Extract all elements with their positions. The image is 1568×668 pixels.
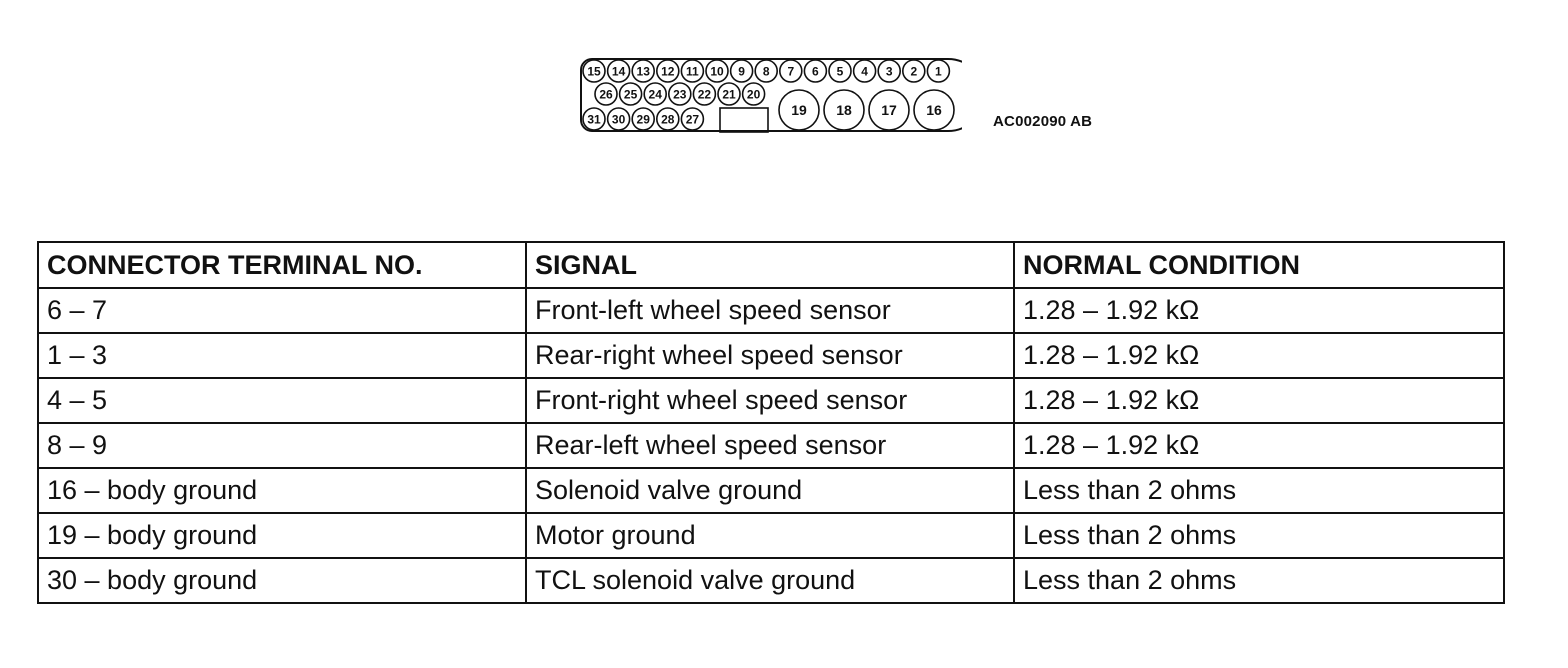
pin-27 [681,108,703,130]
pin-label: 1 [935,64,942,79]
pin-10 [706,60,728,82]
pin-label: 7 [787,64,795,79]
pin-16 [914,90,954,130]
condition-cell: 1.28 – 1.92 kΩ [1014,378,1504,423]
pin-label: 5 [836,64,844,79]
table-header-row [38,242,1504,288]
pin-label: 12 [661,64,675,79]
pin-label: 6 [812,64,819,79]
table-row [38,468,1504,513]
condition-cell: 1.28 – 1.92 kΩ [1014,423,1504,468]
terminal-cell: 16 – body ground [38,468,526,513]
pin-label: 26 [599,87,613,102]
diagram-code: AC002090 AB [993,113,1093,130]
pin-26 [595,83,617,105]
pin-21 [718,83,740,105]
pin-label: 4 [861,64,868,79]
pin-29 [632,108,654,130]
pin-label: 24 [648,87,662,102]
pin-31 [583,108,605,130]
pin-label: 13 [636,64,650,79]
pin-17 [869,90,909,130]
pin-25 [620,83,642,105]
table-row [38,513,1504,558]
table-row [38,378,1504,423]
pin-6 [804,60,826,82]
pin-12 [657,60,679,82]
connector-diagram [578,56,962,136]
pin-9 [731,60,753,82]
table-row [38,288,1504,333]
pin-label: 22 [697,87,712,102]
table-row [38,333,1504,378]
signal-cell: Rear-right wheel speed sensor [526,333,1014,378]
pin-label: 9 [738,64,745,79]
pin-5 [829,60,851,82]
connector-key-slot [720,108,768,132]
signal-cell: Solenoid valve ground [526,468,1014,513]
table-row [38,558,1504,603]
condition-cell: Less than 2 ohms [1014,513,1504,558]
signal-cell: TCL solenoid valve ground [526,558,1014,603]
pin-label: 8 [762,64,770,79]
pin-label: 16 [926,102,942,119]
terminal-cell: 8 – 9 [38,423,526,468]
pin-label: 23 [673,87,687,102]
pin-28 [657,108,679,130]
connector-check-table [37,241,1505,604]
pin-15 [583,60,605,82]
terminal-cell: 30 – body ground [38,558,526,603]
header-condition: NORMAL CONDITION [1014,242,1504,288]
condition-cell: Less than 2 ohms [1014,558,1504,603]
pin-label: 3 [885,64,893,79]
large-pins [779,90,954,130]
pin-19 [779,90,819,130]
pin-11 [681,60,703,82]
terminal-cell: 1 – 3 [38,333,526,378]
condition-cell: 1.28 – 1.92 kΩ [1014,333,1504,378]
terminal-cell: 4 – 5 [38,378,526,423]
signal-cell: Front-left wheel speed sensor [526,288,1014,333]
signal-cell: Front-right wheel speed sensor [526,378,1014,423]
pin-1 [927,60,949,82]
pin-label: 29 [636,112,650,127]
condition-cell: Less than 2 ohms [1014,468,1504,513]
pin-label: 11 [686,64,699,79]
pin-label: 17 [881,102,897,119]
pin-label: 15 [587,64,601,79]
pin-2 [903,60,925,82]
condition-cell: 1.28 – 1.92 kΩ [1014,288,1504,333]
header-signal: SIGNAL [526,242,1014,288]
pin-label: 2 [910,64,918,79]
pin-4 [854,60,876,82]
pin-23 [669,83,691,105]
signal-cell: Motor ground [526,513,1014,558]
pin-label: 18 [836,102,852,119]
pin-18 [824,90,864,130]
pin-14 [608,60,630,82]
pin-8 [755,60,777,82]
pin-24 [644,83,666,105]
pin-label: 25 [623,87,638,102]
pin-label: 14 [611,64,626,79]
pin-label: 20 [746,87,761,102]
pin-label: 30 [611,112,626,127]
pin-label: 31 [587,112,601,127]
pin-label: 10 [710,64,724,79]
pin-7 [780,60,802,82]
pin-30 [608,108,630,130]
terminal-cell: 6 – 7 [38,288,526,333]
pin-label: 28 [661,112,675,127]
pin-20 [743,83,765,105]
pin-label: 19 [791,102,807,119]
pin-3 [878,60,900,82]
terminal-cell: 19 – body ground [38,513,526,558]
pin-label: 21 [722,87,736,102]
header-terminal: CONNECTOR TERMINAL NO. [38,242,526,288]
pin-13 [632,60,654,82]
pin-22 [693,83,715,105]
table-row [38,423,1504,468]
pin-label: 27 [685,112,700,127]
signal-cell: Rear-left wheel speed sensor [526,423,1014,468]
